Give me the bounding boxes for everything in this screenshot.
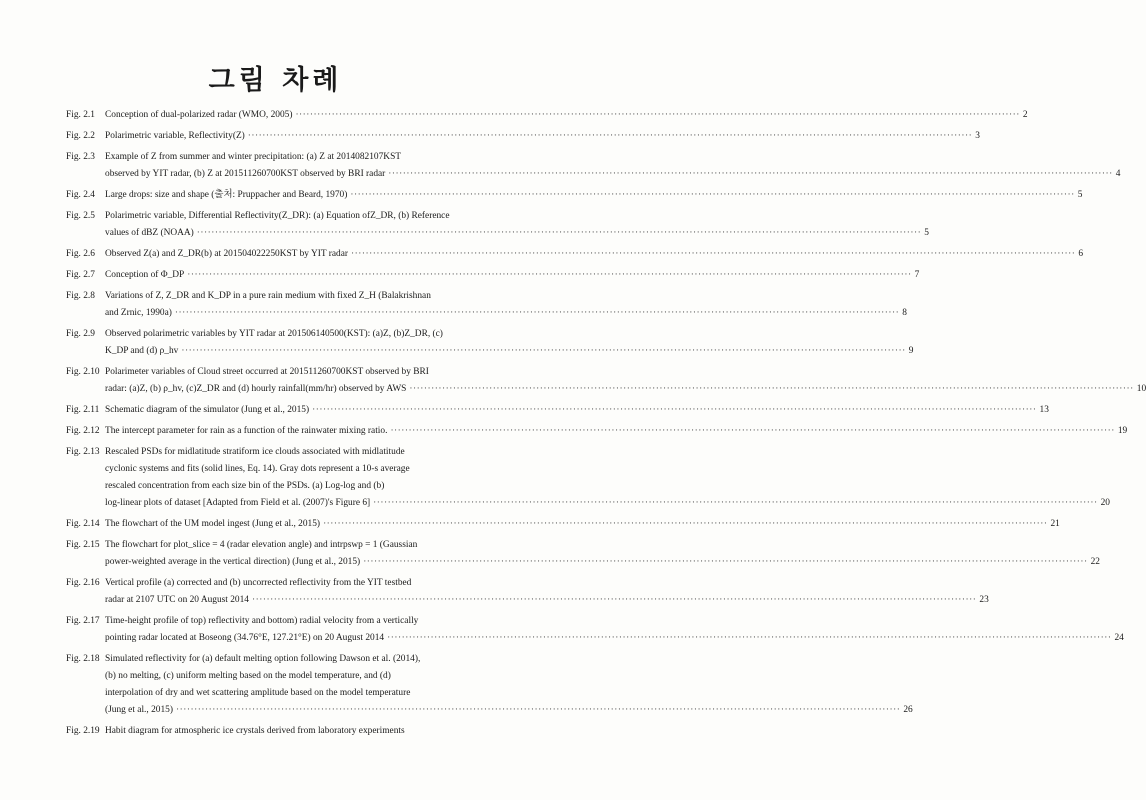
page-number: 21 [1050,519,1060,529]
dot-leader: ········································································································································································································ [187,270,912,280]
figure-caption-line: Conception of Φ_DP [105,270,185,280]
list-item[interactable] [66,187,1083,204]
figure-caption-line: cyclonic systems and fits (solid lines, Eq. 14). Gray dots represent a 10-s average [105,464,410,474]
list-item[interactable] [66,288,907,322]
figure-caption-line: Conception of dual-polarized radar (WMO, 2005) [105,110,293,120]
list-item[interactable] [66,575,989,609]
page-number: 23 [979,595,989,605]
dot-leader: ········································································································································································································ [312,405,1037,415]
dot-leader: ········································································································································································································ [409,384,1134,394]
list-item[interactable] [66,107,1028,124]
page-number: 2 [1022,110,1028,120]
page-number: 7 [914,270,920,280]
dot-leader: ········································································································································································································ [181,346,906,356]
page-number: 20 [1100,498,1110,508]
figure-caption-line: and Zrnic, 1990a) [105,308,172,318]
figure-caption-line: K_DP and (d) ρ_hv [105,346,179,356]
list-item[interactable] [66,326,914,360]
list-item[interactable] [66,128,980,145]
list-item[interactable] [66,267,920,284]
figure-caption-line: log-linear plots of dataset [Adapted from Field et al. (2007)'s Figure 6] [105,498,371,508]
page-number: 22 [1090,557,1100,567]
figure-number: Fig. 2.10 [66,367,100,377]
figure-number: Fig. 2.13 [66,447,100,457]
figure-caption-line: Large drops: size and shape (출처: Pruppacher and Beard, 1970) [105,190,348,200]
list-item[interactable] [66,444,1110,512]
figure-caption-line: Time-height profile of top) reflectivity and bottom) radial velocity from a vertically [105,616,419,626]
figure-caption-line: Schematic diagram of the simulator (Jung et al., 2015) [105,405,310,415]
list-item[interactable] [66,423,1128,440]
figure-caption-line: Rescaled PSDs for midlatitude stratiform ice clouds associated with midlatitude [105,447,405,457]
figure-number: Fig. 2.17 [66,616,100,626]
figure-caption-line: rescaled concentration from each size bin of the PSDs. (a) Log-log and (b) [105,481,385,491]
list-item[interactable] [66,613,1124,647]
figure-caption-line: Vertical profile (a) corrected and (b) uncorrected reflectivity from the YIT testbed [105,578,412,588]
figure-caption-line: radar at 2107 UTC on 20 August 2014 [105,595,249,605]
list-item[interactable] [66,364,1146,398]
dot-leader: ········································································································································································································ [295,110,1020,120]
figure-caption-line: pointing radar located at Boseong (34.76°E, 127.21°E) on 20 August 2014 [105,633,385,643]
dot-leader: ········································································································································································································ [174,308,900,318]
figure-number: Fig. 2.1 [66,110,95,120]
dot-leader: ········································································································································································································ [323,519,1048,529]
dot-leader: ········································································································································································································ [252,595,977,605]
figure-number: Fig. 2.4 [66,190,95,200]
dot-leader: ········································································································································································································ [351,249,1076,259]
dot-leader: ········································································································································································································ [387,633,1112,643]
figure-list [66,107,1146,740]
figure-caption-line: radar: (a)Z, (b) ρ_hv, (c)Z_DR and (d) hourly rainfall(mm/hr) observed by AWS [105,384,407,394]
figure-number: Fig. 2.2 [66,131,95,141]
page-number: 5 [1077,190,1083,200]
figure-number: Fig. 2.5 [66,211,95,221]
list-item[interactable] [66,537,1100,571]
figure-caption-line: values of dBZ (NOAA) [105,228,194,238]
figure-caption-line: Example of Z from summer and winter precipitation: (a) Z at 2014082107KST [105,152,402,162]
page-number: 24 [1114,633,1124,643]
dot-leader: ········································································································································································································ [373,498,1098,508]
figure-number: Fig. 2.15 [66,540,100,550]
figure-number: Fig. 2.6 [66,249,95,259]
page-number: 9 [908,346,914,356]
list-item[interactable] [66,723,499,740]
page-number: 4 [1115,169,1121,179]
figure-caption-line: power-weighted average in the vertical direction) (Jung et al., 2015) [105,557,361,567]
list-item[interactable] [66,402,1049,419]
figure-caption-line: Habit diagram for atmospheric ice crystals derived from laboratory experiments [105,726,405,736]
page-number: 13 [1039,405,1049,415]
figure-caption-line: The flowchart of the UM model ingest (Jung et al., 2015) [105,519,321,529]
dot-leader: ········································································································································································································ [196,228,922,238]
dot-leader: ········································································································································································································ [390,426,1115,436]
figure-number: Fig. 2.16 [66,578,100,588]
list-item[interactable] [66,516,1060,533]
figure-caption-line: The intercept parameter for rain as a function of the rainwater mixing ratio. [105,426,388,436]
page-title: 그림 차례 [208,65,343,96]
page-number: 19 [1117,426,1128,436]
figure-number: Fig. 2.18 [66,654,100,664]
page-number: 5 [924,228,929,238]
figure-caption-line: (b) no melting, (c) uniform melting based on the model temperature, and (d) [105,671,391,681]
figure-number: Fig. 2.11 [66,405,100,415]
dot-leader: ········································································································································································································ [350,190,1075,200]
figure-caption-line: The flowchart for plot_slice = 4 (radar elevation angle) and intrpswp = 1 (Gaussian [105,540,418,550]
dot-leader: ········································································································································································································ [388,169,1113,179]
page-number: 10 [1136,384,1146,394]
list-item[interactable] [66,651,913,719]
dot-leader: ········································································································································································································ [247,131,973,141]
figure-caption-line: Observed polarimetric variables by YIT radar at 201506140500(KST): (a)Z, (b)Z_DR, (c) [105,329,443,339]
figure-caption-line: Variations of Z, Z_DR and K_DP in a pure rain medium with fixed Z_H (Balakrishnan [105,291,431,301]
figure-caption-line: Simulated reflectivity for (a) default melting option following Dawson et al. (2014), [105,654,421,664]
dot-leader [408,723,496,740]
dot-leader: ········································································································································································································ [363,557,1088,567]
page-number: 26 [903,705,913,715]
figure-caption-line: Polarimetric variable, Differential Reflectivity(Z_DR): (a) Equation ofZ_DR, (b) Reference [105,211,450,221]
page-number: 8 [902,308,907,318]
figure-number: Fig. 2.14 [66,519,100,529]
figure-number: Fig. 2.7 [66,270,95,280]
list-item[interactable] [66,208,929,242]
dot-leader: ········································································································································································································ [175,705,901,715]
figure-number: Fig. 2.19 [66,726,100,736]
figure-caption-line: (Jung et al., 2015) [105,705,173,715]
list-item[interactable] [66,149,1121,183]
figure-number: Fig. 2.3 [66,152,95,162]
figure-caption-line: observed by YIT radar, (b) Z at 201511260700KST observed by BRI radar [105,169,386,179]
figure-caption-line: Observed Z(a) and Z_DR(b) at 201504022250KST by YIT radar [105,249,348,259]
figure-caption-line: interpolation of dry and wet scattering amplitude based on the model temperature [105,688,411,698]
figure-number: Fig. 2.9 [66,329,95,339]
list-item[interactable] [66,246,1084,263]
figure-caption-line: Polarimetric variable, Reflectivity(Z) [105,131,245,141]
page-number: 6 [1078,249,1084,259]
figure-number: Fig. 2.8 [66,291,95,301]
page-number: 3 [975,131,980,141]
figure-number: Fig. 2.12 [66,426,100,436]
figure-caption-line: Polarimeter variables of Cloud street occurred at 201511260700KST observed by BRI [105,367,429,377]
